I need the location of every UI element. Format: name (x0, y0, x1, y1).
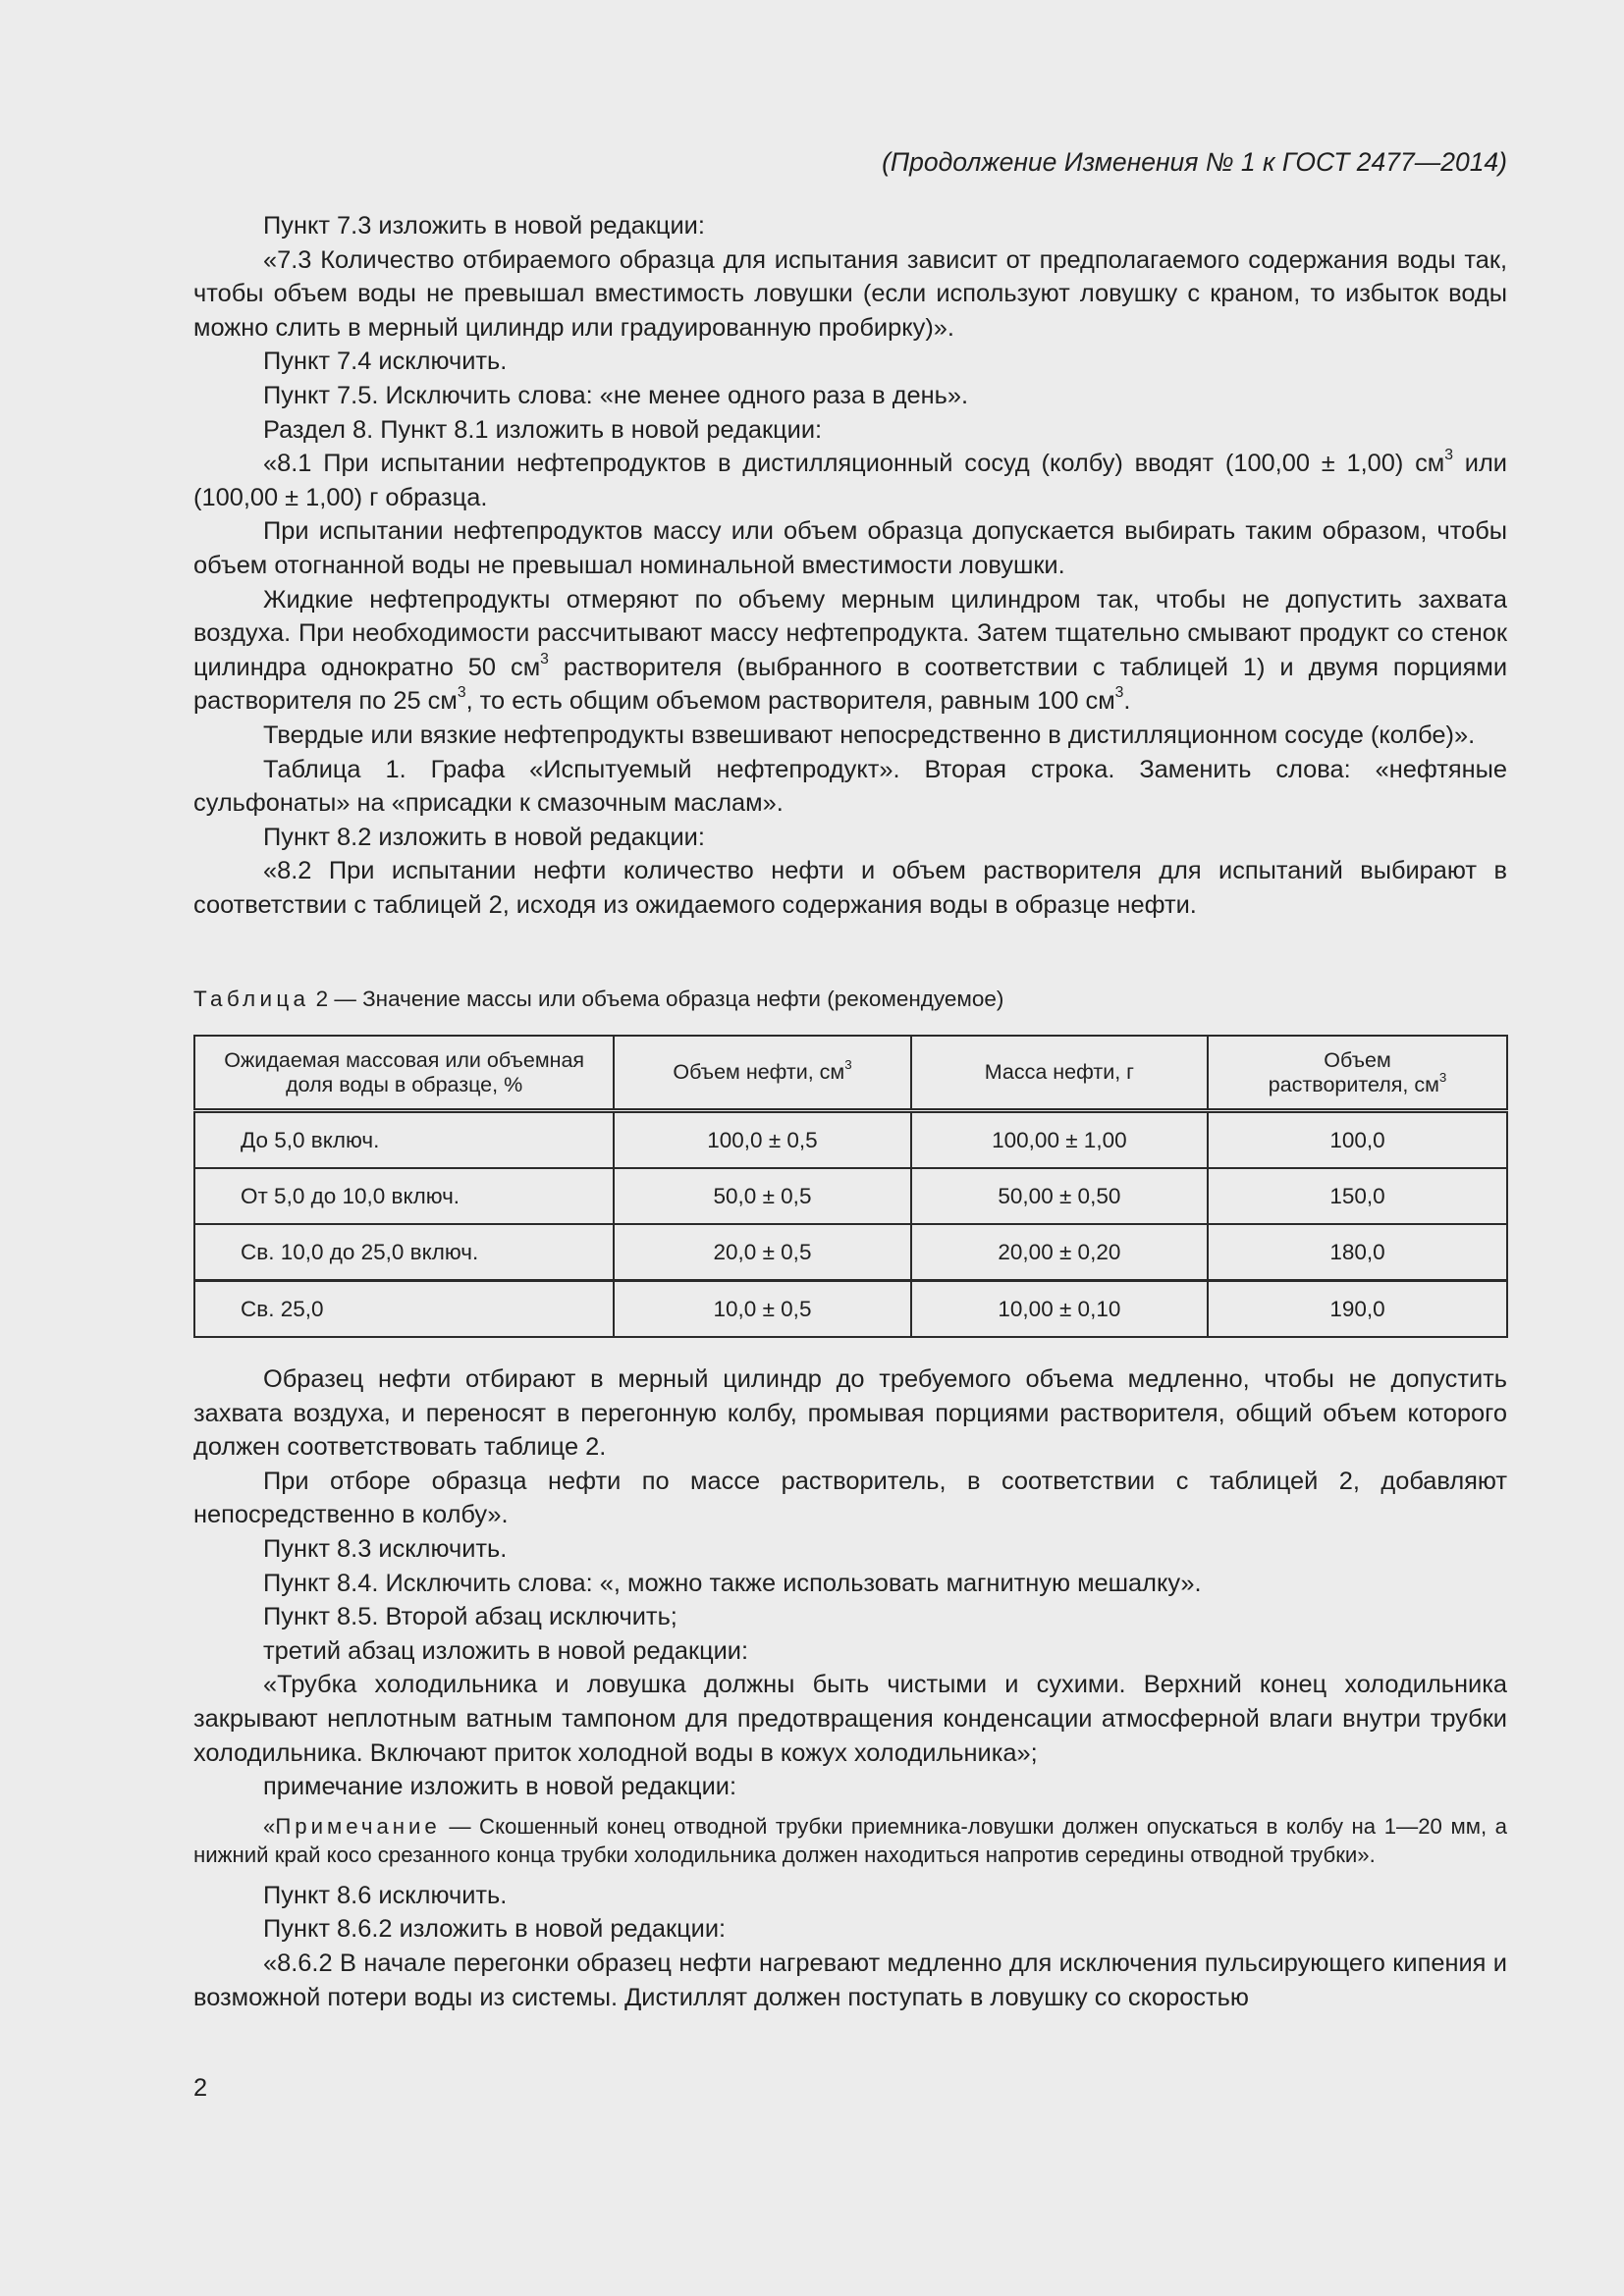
text-run: или (100,00 ± 1,00) г образца. (193, 450, 1507, 511)
table-cell: 50,0 ± 0,5 (614, 1168, 910, 1224)
table-cell: 10,0 ± 0,5 (614, 1281, 910, 1338)
note-text: — Скошенный конец отводной трубки приемника-ловушки должен опускаться в колбу на 1—20 мм, а нижний край косо срезанного конца трубки холодильника должен находиться напротив середины отводной трубки». (193, 1813, 1507, 1867)
paragraph: «8.2 При испытании нефти количество нефти и объем растворителя для испытаний выбирают в соответствии с таблицей 2, исходя из ожидаемого содержания воды в образце нефти. (193, 857, 1507, 919)
text-block-top (193, 209, 1507, 922)
table-cell: 20,0 ± 0,5 (614, 1224, 910, 1281)
column-header (614, 1036, 910, 1111)
table-row (194, 1281, 1507, 1338)
superscript: 3 (1114, 684, 1124, 702)
table-cell: 20,00 ± 0,20 (911, 1224, 1208, 1281)
paragraph: Пункт 8.6.2 изложить в новой редакции: (263, 1915, 727, 1944)
paragraph: Пункт 7.5. Исключить слова: «не менее одного раза в день». (263, 381, 969, 409)
superscript: 3 (457, 684, 466, 702)
paragraph: «8.6.2 В начале перегонки образец нефти нагревают медленно для исключения пульсирующего кипения и возможной потери воды из системы. Дистиллят должен поступать в ловушку со скоростью (193, 1949, 1507, 2011)
table-cell: 100,0 ± 0,5 (614, 1111, 910, 1169)
table-cell: 180,0 (1208, 1224, 1507, 1281)
paragraph: Образец нефти отбирают в мерный цилиндр до требуемого объема медленно, чтобы не допустить захвата воздуха, и переносят в перегонную колбу, промывая порциями растворителя, общий объем которого должен соответствовать таблице 2. (193, 1365, 1507, 1462)
paragraph: Пункт 7.4 исключить. (263, 347, 508, 376)
paragraph: Твердые или вязкие нефтепродукты взвешивают непосредственно в дистилляционном сосуде (колбе)». (263, 721, 1476, 749)
text-run: «8.1 При испытании нефтепродуктов в дистилляционный сосуд (колбу) вводят (100,00 ± 1,00) см (263, 450, 1445, 478)
paragraph: третий абзац изложить в новой редакции: (263, 1636, 749, 1665)
text-run: , то есть общим объемом растворителя, равным 100 см (465, 687, 1115, 716)
table-cell: До 5,0 включ. (194, 1111, 614, 1169)
table-cell: От 5,0 до 10,0 включ. (194, 1168, 614, 1224)
column-header: Ожидаемая массовая или объемная доля воды в образце, % (194, 1036, 614, 1111)
paragraph-liquid (193, 583, 1507, 719)
note-open-quote: « (263, 1813, 276, 1839)
table-cell: 10,00 ± 0,10 (911, 1281, 1208, 1338)
header-text: Объем нефти, см (673, 1060, 845, 1084)
table-cell: 100,0 (1208, 1111, 1507, 1169)
text-block-bottom (193, 1362, 1507, 2014)
paragraph: Таблица 1. Графа «Испытуемый нефтепродукт». Вторая строка. Заменить слова: «нефтяные сульфонаты» на «присадки к смазочным маслам». (193, 755, 1507, 818)
table-cell: 150,0 (1208, 1168, 1507, 1224)
table-row (194, 1224, 1507, 1281)
paragraph: Пункт 8.5. Второй абзац исключить; (263, 1603, 677, 1631)
note-label: Примечание (275, 1813, 441, 1839)
note (193, 1812, 1507, 1869)
text-run: . (1123, 687, 1131, 716)
sample-table (193, 1035, 1508, 1338)
paragraph: «7.3 Количество отбираемого образца для испытания зависит от предполагаемого содержания воды так, чтобы объем воды не превышал вместимость ловушки (если используют ловушку с краном, то избыток воды можно слить в мерный цилиндр или градуированную пробирку)». (193, 245, 1507, 342)
text-run: Жидкие нефтепродукты отмеряют по объему мерным цилиндром так, чтобы не допустить захвата воздуха. При необходимости рассчитывают массу нефтепродукта. Затем тщательно смывают продукт со стенок цилиндра однократно 50 см (193, 585, 1507, 681)
paragraph-8-1 (193, 447, 1507, 514)
table-caption-label: Таблица (193, 987, 310, 1011)
paragraph: «Трубка холодильника и ловушка должны быть чистыми и сухими. Верхний конец холодильника закрывают неплотным ватным тампоном для предотвращения конденсации атмосферной влаги внутри трубки холодильника. Включают приток холодной воды в кожух холодильника»; (193, 1671, 1507, 1767)
superscript: 3 (844, 1057, 852, 1073)
paragraph: Пункт 8.6 исключить. (263, 1881, 508, 1909)
column-header (1208, 1036, 1507, 1111)
table-header-row (194, 1036, 1507, 1111)
paragraph: При отборе образца нефти по массе растворитель, в соответствии с таблицей 2, добавляют непосредственно в колбу». (193, 1467, 1507, 1529)
table-cell: 100,00 ± 1,00 (911, 1111, 1208, 1169)
paragraph: Пункт 7.3 изложить в новой редакции: (263, 212, 705, 240)
column-header: Масса нефти, г (911, 1036, 1208, 1111)
table-row (194, 1168, 1507, 1224)
paragraph: Пункт 8.2 изложить в новой редакции: (263, 823, 705, 851)
paragraph: Пункт 8.4. Исключить слова: «, можно также использовать магнитную мешалку». (263, 1569, 1202, 1597)
table-cell: 50,00 ± 0,50 (911, 1168, 1208, 1224)
table-cell: Св. 25,0 (194, 1281, 614, 1338)
superscript: 3 (1438, 1069, 1447, 1085)
paragraph: Пункт 8.3 исключить. (263, 1534, 508, 1563)
table-row (194, 1111, 1507, 1169)
text-run: растворителя (выбранного в соответствии с таблицей 1) и двумя порциями растворителя по 25 см (193, 653, 1508, 716)
table-caption-text: 2 — Значение массы или объема образца нефти (рекомендуемое) (309, 987, 1004, 1011)
table-caption (193, 985, 1003, 1014)
superscript: 3 (540, 650, 549, 667)
paragraph: примечание изложить в новой редакции: (263, 1773, 737, 1801)
paragraph: Раздел 8. Пункт 8.1 изложить в новой редакции: (263, 415, 823, 444)
page-number: 2 (193, 2074, 208, 2102)
header-text: Объем растворителя, см (1268, 1047, 1439, 1096)
table-cell: 190,0 (1208, 1281, 1507, 1338)
running-header: (Продолжение Изменения № 1 к ГОСТ 2477—2014) (882, 147, 1507, 177)
superscript: 3 (1444, 447, 1454, 464)
table-cell: Св. 10,0 до 25,0 включ. (194, 1224, 614, 1281)
paragraph: При испытании нефтепродуктов массу или объем образца допускается выбирать таким образом, чтобы объем отогнанной воды не превышал номинальной вместимости ловушки. (193, 517, 1507, 579)
